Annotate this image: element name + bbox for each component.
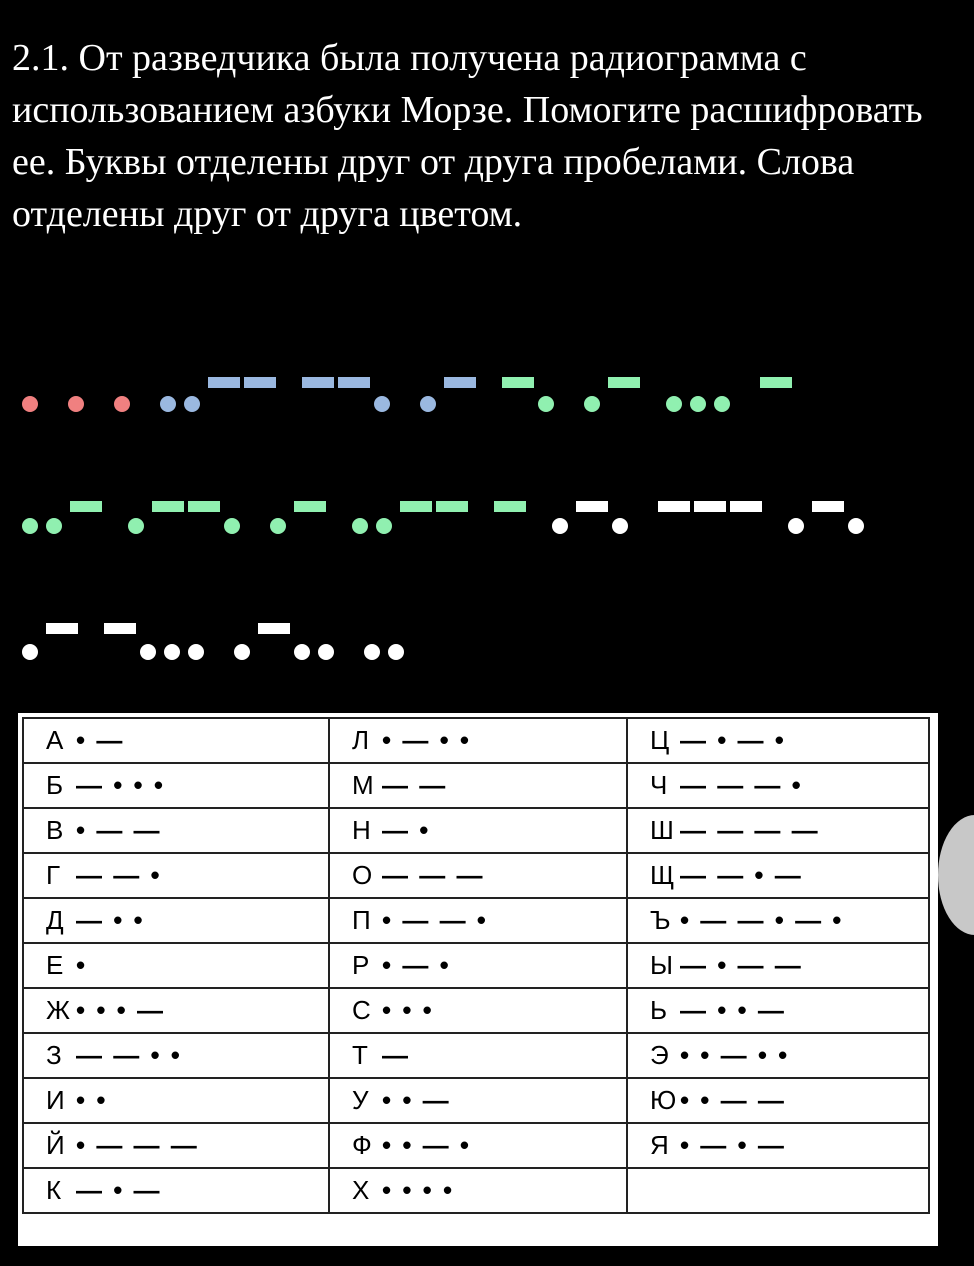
letter: И — [46, 1085, 65, 1115]
morse-dash — [208, 377, 240, 388]
table-cell — [627, 1033, 929, 1078]
morse-dot — [352, 518, 368, 534]
table-cell — [23, 763, 329, 808]
table-cell — [23, 808, 329, 853]
morse-code: — — — — — [679, 815, 820, 845]
letter: А — [46, 725, 64, 755]
letter: З — [46, 1040, 62, 1070]
morse-dot — [318, 644, 334, 660]
letter: Ч — [649, 770, 668, 800]
morse-code: — — [382, 1040, 411, 1070]
letter: О — [352, 860, 373, 890]
morse-dash — [608, 377, 640, 388]
table-cell — [23, 988, 329, 1033]
morse-code: — — — • — [679, 770, 803, 800]
table-cell — [329, 853, 627, 898]
morse-dot — [666, 396, 682, 412]
morse-code: • • — — — [679, 1085, 786, 1115]
morse-dash — [494, 501, 526, 512]
morse-dot — [22, 644, 38, 660]
morse-code: • • — • • — [679, 1040, 790, 1070]
morse-dot — [184, 396, 200, 412]
table-cell — [329, 1078, 627, 1123]
morse-dash — [258, 623, 290, 634]
morse-dash — [576, 501, 608, 512]
morse-dot — [538, 396, 554, 412]
letter: Р — [352, 950, 370, 980]
morse-dash — [730, 501, 762, 512]
morse-dash — [244, 377, 276, 388]
morse-code: — • — — [76, 1175, 162, 1205]
letter: Ь — [649, 995, 668, 1025]
letter: Х — [352, 1175, 370, 1205]
morse-code: — — • — [76, 860, 162, 890]
morse-code: • — • — — [679, 1130, 786, 1160]
letter: Ш — [649, 815, 674, 845]
morse-dot — [188, 644, 204, 660]
morse-dot — [374, 396, 390, 412]
table-cell — [23, 1033, 329, 1078]
table-cell — [23, 718, 329, 763]
morse-dash — [436, 501, 468, 512]
letter: П — [352, 905, 371, 935]
table-row — [23, 943, 929, 988]
morse-code: • — — — [76, 815, 162, 845]
morse-dot — [294, 644, 310, 660]
morse-dot — [68, 396, 84, 412]
morse-dot — [612, 518, 628, 534]
morse-code: • • • — — [76, 995, 165, 1025]
table-row — [23, 898, 929, 943]
table-cell — [329, 718, 627, 763]
morse-dash — [152, 501, 184, 512]
table-row — [23, 1078, 929, 1123]
table-cell — [23, 1078, 329, 1123]
morse-dot — [714, 396, 730, 412]
table-cell — [329, 1123, 627, 1168]
table-cell — [23, 853, 329, 898]
morse-code: — — — — [382, 860, 485, 890]
table-cell — [627, 898, 929, 943]
table-cell — [329, 943, 627, 988]
table-cell — [23, 943, 329, 988]
morse-dash — [694, 501, 726, 512]
letter: Е — [46, 950, 64, 980]
morse-dash — [658, 501, 690, 512]
morse-code: — • — [382, 815, 431, 845]
morse-dash — [502, 377, 534, 388]
morse-code: — — — [382, 770, 448, 800]
morse-code: — • • — [76, 905, 145, 935]
morse-dash — [104, 623, 136, 634]
scroll-handle[interactable] — [938, 815, 974, 935]
table-row — [23, 808, 929, 853]
morse-dot — [584, 396, 600, 412]
table-row — [23, 718, 929, 763]
morse-dash — [46, 623, 78, 634]
morse-code: • • — • — [382, 1130, 471, 1160]
morse-dot — [690, 396, 706, 412]
table-row — [23, 1123, 929, 1168]
letter: Ж — [46, 995, 71, 1025]
morse-dot — [46, 518, 62, 534]
table-row — [23, 853, 929, 898]
letter: Я — [649, 1130, 669, 1160]
morse-code: • — — [76, 725, 125, 755]
morse-table — [18, 713, 938, 1246]
morse-dot — [160, 396, 176, 412]
morse-dot — [270, 518, 286, 534]
table-cell — [627, 988, 929, 1033]
table-cell — [627, 853, 929, 898]
table-cell — [627, 718, 929, 763]
morse-dot — [552, 518, 568, 534]
letter: М — [352, 770, 374, 800]
morse-code: • • — [76, 1085, 108, 1115]
letter: Э — [649, 1040, 669, 1070]
table-cell — [627, 943, 929, 988]
letter: Ф — [352, 1130, 372, 1160]
morse-dash — [70, 501, 102, 512]
morse-code: • — — — — [76, 1130, 199, 1160]
table-cell — [627, 1123, 929, 1168]
task-text: 2.1. От разведчика была получена радиограмма с использованием азбуки Морзе. Помогите расшифровать ее. Буквы отделены друг от друга пробелами. Слова отделены друг от друга цветом. — [12, 37, 923, 235]
table-cell — [329, 1033, 627, 1078]
letter: Ъ — [649, 905, 671, 935]
table-row — [23, 988, 929, 1033]
morse-dash — [400, 501, 432, 512]
letter: К — [46, 1175, 62, 1205]
morse-code: • — — • — • — [679, 905, 844, 935]
morse-dot — [364, 644, 380, 660]
letter: Г — [46, 860, 61, 890]
morse-dash — [188, 501, 220, 512]
table-row — [23, 1168, 929, 1213]
morse-code: • • • • — [382, 1175, 455, 1205]
table-row — [23, 763, 929, 808]
morse-code: — — • — — [679, 860, 803, 890]
morse-dot — [128, 518, 144, 534]
morse-code: • — • — [382, 950, 451, 980]
table-cell — [627, 1078, 929, 1123]
morse-dot — [420, 396, 436, 412]
morse-code: • — [76, 950, 88, 980]
letter: Й — [46, 1130, 65, 1160]
morse-code: — • • • — [76, 770, 165, 800]
morse-code: • — — • — [382, 905, 488, 935]
table-cell — [23, 898, 329, 943]
morse-dot — [388, 644, 404, 660]
morse-code: — — • • — [76, 1040, 182, 1070]
morse-code: • • — — [382, 1085, 451, 1115]
morse-code: • • • — [382, 995, 434, 1025]
morse-dash — [294, 501, 326, 512]
morse-dash — [302, 377, 334, 388]
table-cell — [627, 763, 929, 808]
table-cell — [329, 988, 627, 1033]
table-cell — [329, 1168, 627, 1213]
morse-dash — [760, 377, 792, 388]
table-row — [23, 1033, 929, 1078]
letter: Ю — [649, 1085, 677, 1115]
morse-dot — [140, 644, 156, 660]
morse-code: • — • • — [382, 725, 471, 755]
table-cell — [329, 763, 627, 808]
table-cell — [23, 1168, 329, 1213]
morse-dot — [22, 518, 38, 534]
letter: У — [352, 1085, 369, 1115]
morse-dot — [848, 518, 864, 534]
morse-dot — [234, 644, 250, 660]
morse-dot — [114, 396, 130, 412]
letter: Щ — [649, 860, 675, 890]
morse-dash — [444, 377, 476, 388]
morse-code: — • • — — [679, 995, 786, 1025]
table-cell — [627, 1168, 929, 1213]
table-cell — [329, 898, 627, 943]
table-cell — [627, 808, 929, 853]
morse-dot — [224, 518, 240, 534]
table-cell — [329, 808, 627, 853]
morse-dash — [338, 377, 370, 388]
table-cell — [23, 1123, 329, 1168]
letter: Ы — [649, 950, 674, 980]
morse-code: — • — • — [679, 725, 786, 755]
morse-code: — • — — — [679, 950, 803, 980]
letter: Ц — [649, 725, 670, 755]
letter: Л — [352, 725, 370, 755]
letter: Н — [352, 815, 371, 845]
morse-dot — [376, 518, 392, 534]
letter: В — [46, 815, 64, 845]
letter: С — [352, 995, 371, 1025]
letter: Т — [352, 1040, 368, 1070]
letter: Д — [46, 905, 64, 935]
letter: Б — [46, 770, 64, 800]
morse-dash — [812, 501, 844, 512]
morse-dot — [22, 396, 38, 412]
morse-dot — [788, 518, 804, 534]
morse-dot — [164, 644, 180, 660]
